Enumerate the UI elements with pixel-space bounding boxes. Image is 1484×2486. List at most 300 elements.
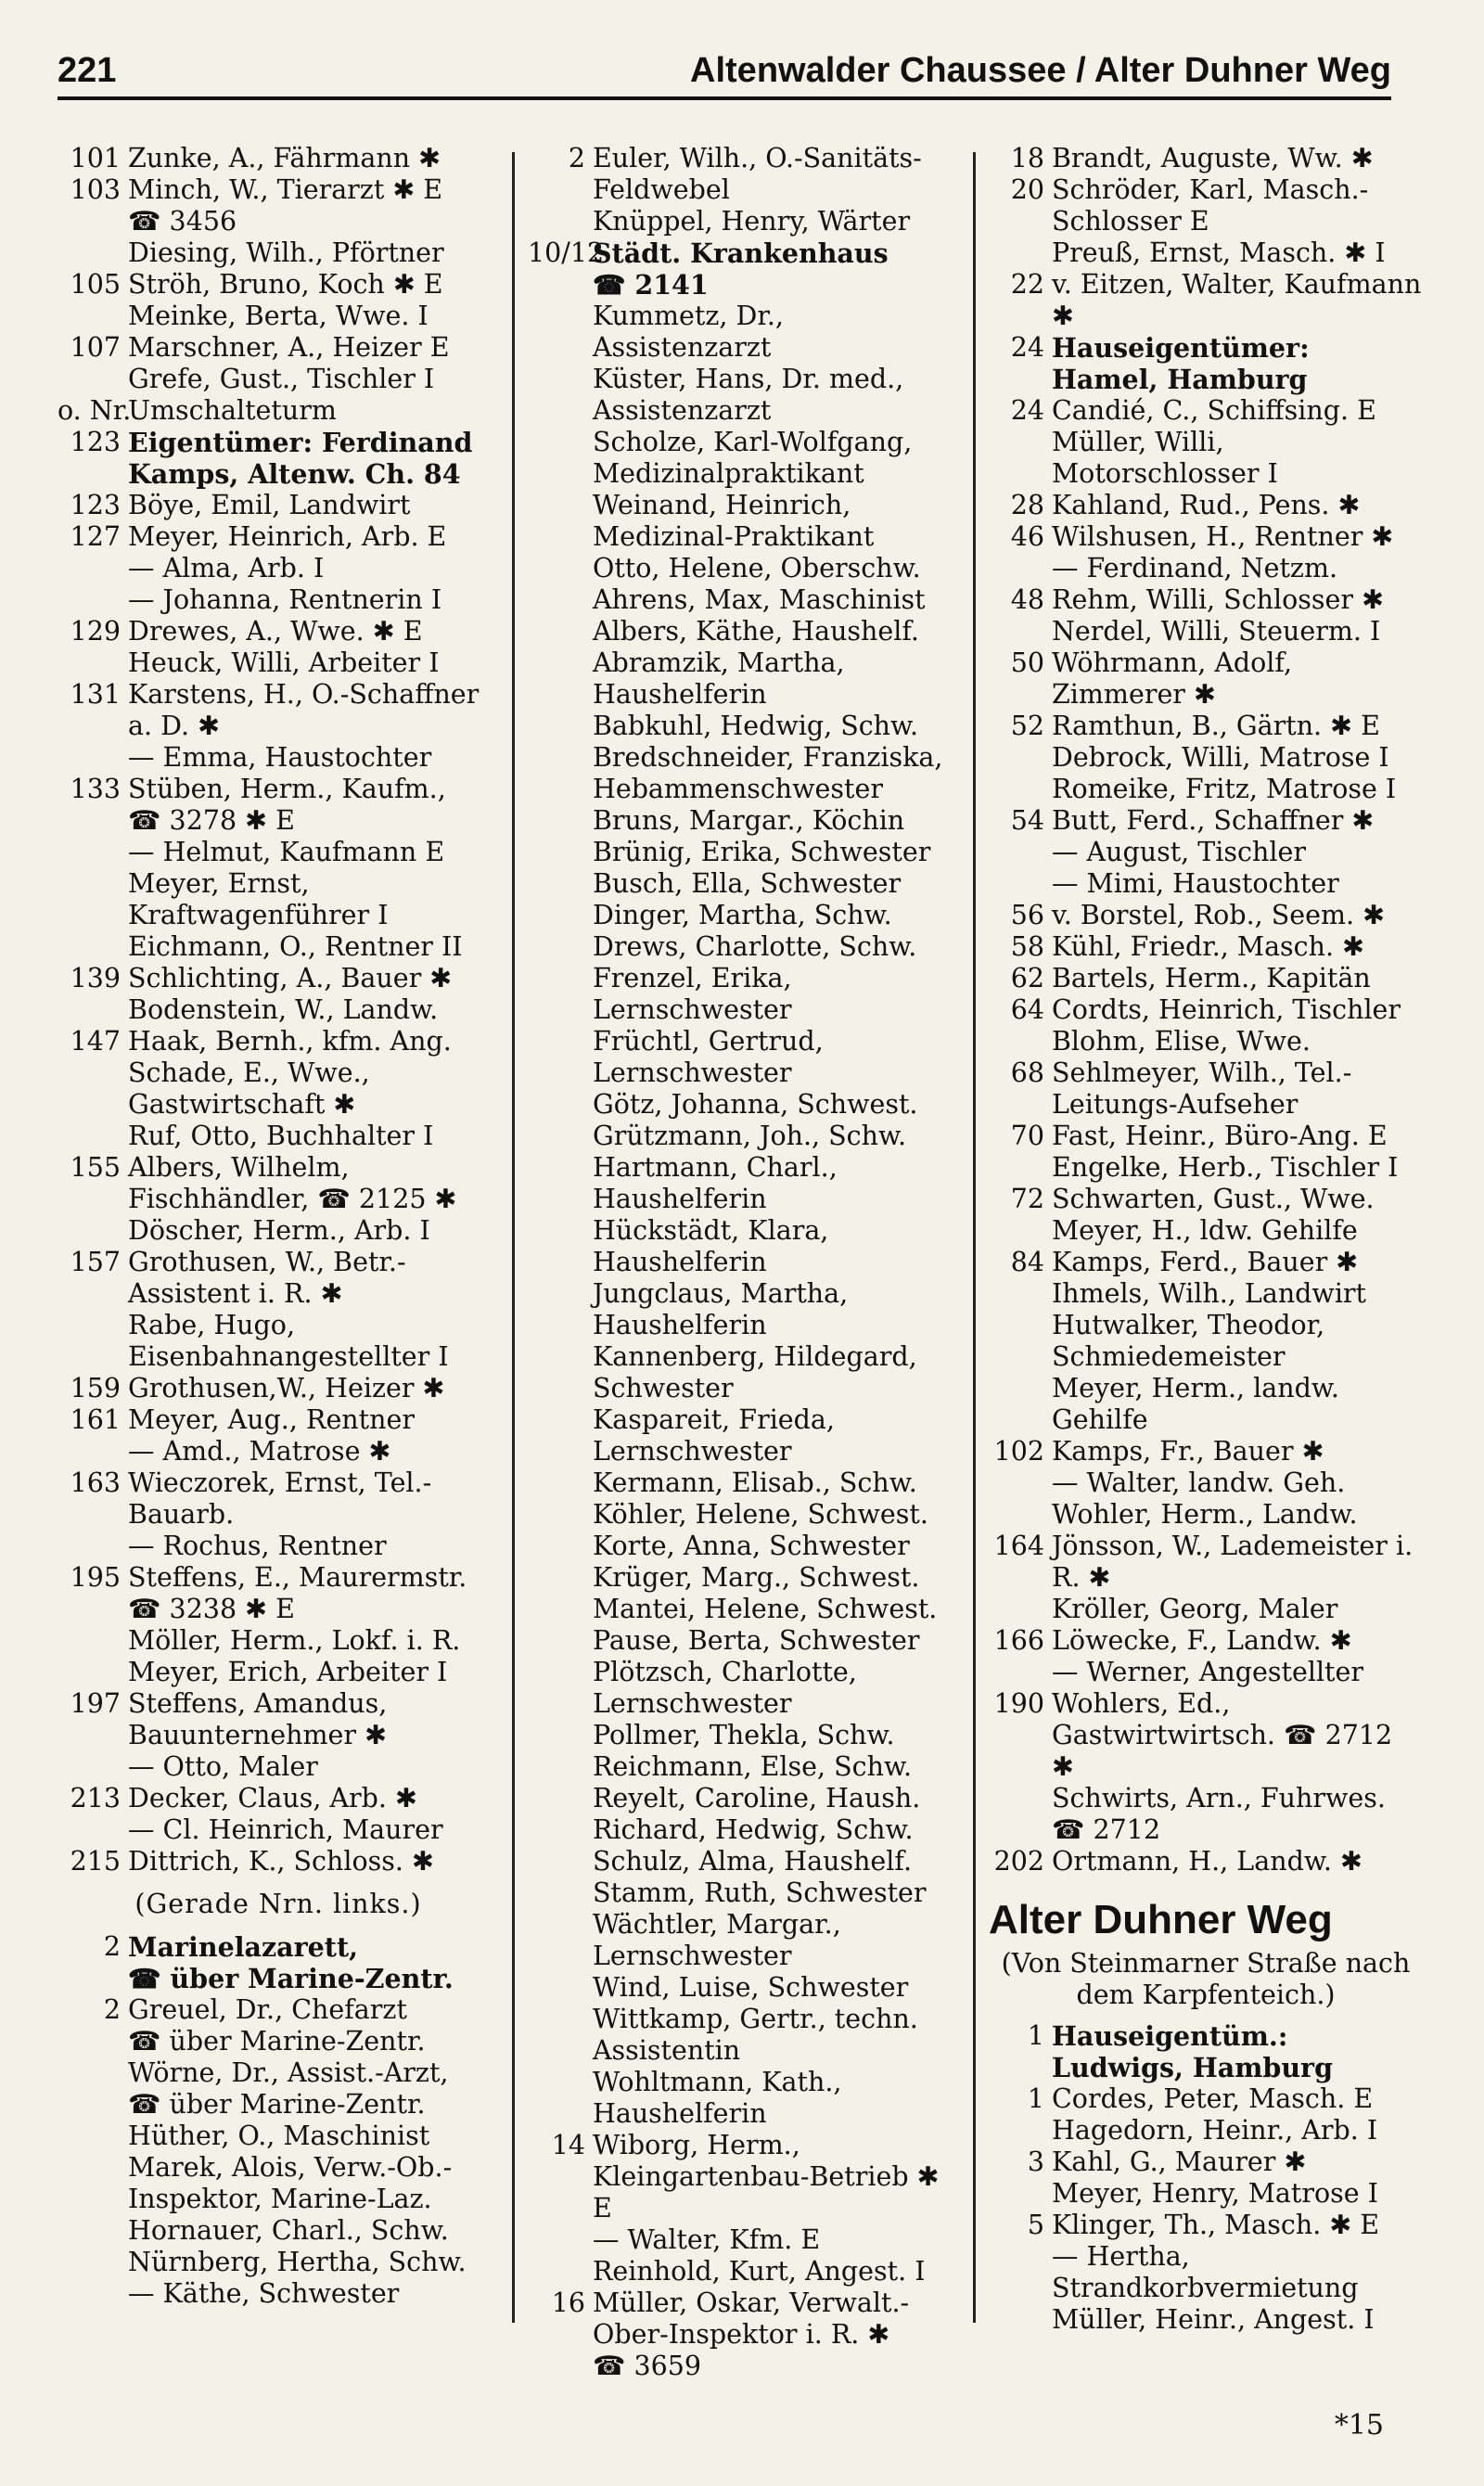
directory-entry (528, 2004, 960, 2067)
directory-entry (528, 837, 960, 868)
directory-entry (58, 1688, 499, 1783)
resident-text: Eigentümer: Ferdinand Kamps, Altenw. Ch. 84 (128, 427, 473, 490)
directory-entry (989, 2146, 1423, 2178)
resident-text: Dittrich, K., Schloss. ✱ (128, 1846, 434, 1877)
directory-entry (528, 931, 960, 963)
house-number: 72 (1010, 1184, 1044, 1214)
directory-entry (528, 206, 960, 237)
house-number: 2 (103, 1931, 121, 1962)
directory-entry (989, 1594, 1423, 1625)
directory-entry (58, 1657, 499, 1688)
resident-text: Müller, Oskar, Verwalt.-Ober-Inspektor i. R. ✱ ☎ 3659 (592, 2287, 910, 2381)
house-number: 1 (1027, 2083, 1044, 2114)
house-number: 70 (1010, 1121, 1044, 1151)
directory-entry (58, 868, 499, 931)
resident-text: Blohm, Elise, Wwe. (1051, 1026, 1311, 1057)
house-number: 56 (1010, 900, 1044, 930)
house-number: 28 (1010, 490, 1044, 520)
directory-entry (989, 490, 1423, 521)
resident-text: Müller, Heinr., Angest. I (1051, 2304, 1375, 2335)
directory-entry (989, 1121, 1423, 1152)
resident-text: Wiborg, Herm., Kleingartenbau-Betrieb ✱ E — Walter, Kfm. E (592, 2130, 940, 2255)
directory-entry (58, 2215, 499, 2247)
directory-entry (528, 1531, 960, 1562)
directory-entry (989, 2083, 1423, 2115)
resident-text: Butt, Ferd., Schaffner ✱ — August, Tischler — Mimi, Haustochter (1051, 805, 1375, 899)
directory-entry (989, 900, 1423, 931)
house-number: 46 (1010, 521, 1044, 552)
directory-entry (989, 1373, 1423, 1436)
directory-entry (58, 1247, 499, 1310)
resident-text: Dinger, Martha, Schw. (592, 900, 892, 930)
directory-entry (58, 1783, 499, 1846)
directory-entry (528, 2287, 960, 2382)
directory-entry (528, 1121, 960, 1152)
directory-entry (989, 1531, 1423, 1594)
house-number: 62 (1010, 963, 1044, 993)
resident-text: Hauseigentümer: Hamel, Hamburg (1051, 332, 1310, 395)
resident-text: Kannenberg, Hildegard, Schwester (592, 1341, 917, 1403)
directory-entry (528, 647, 960, 711)
resident-text: Ortmann, H., Landw. ✱ (1051, 1846, 1362, 1877)
directory-entry (528, 1499, 960, 1531)
directory-entry (989, 742, 1423, 774)
directory-entry (58, 1846, 499, 1877)
resident-text: Babkuhl, Hedwig, Schw. (592, 711, 919, 741)
resident-text: Meyer, Aug., Rentner — Amd., Matrose ✱ (128, 1404, 415, 1467)
resident-text: Albers, Käthe, Haushelf. (592, 616, 919, 647)
resident-text: Wohlers, Ed., Gastwirtwirtsch. ☎ 2712 ✱ (1051, 1688, 1393, 1782)
directory-entry (528, 805, 960, 837)
house-number: 103 (70, 174, 121, 205)
resident-text: Pause, Berta, Schwester (592, 1625, 920, 1656)
resident-text: Meinke, Berta, Wwe. I (128, 301, 429, 331)
house-number: 10/12 (527, 237, 605, 268)
page-title: Altenwalder Chaussee / Alter Duhner Weg (690, 51, 1391, 90)
resident-text: Hüther, O., Maschinist (128, 2121, 430, 2151)
directory-entry (58, 2247, 499, 2310)
resident-text: Schade, E., Wwe., Gastwirtschaft ✱ (128, 1057, 370, 1120)
resident-text: Ruf, Otto, Buchhalter I (128, 1121, 434, 1151)
directory-entry (58, 1931, 499, 1994)
house-number: 215 (70, 1846, 121, 1877)
house-number: 101 (70, 143, 121, 173)
resident-text: Reinhold, Kurt, Angest. I (592, 2256, 926, 2287)
resident-text: Grothusen,W., Heizer ✱ (128, 1373, 445, 1403)
directory-entry (989, 647, 1423, 711)
resident-text: Brünig, Erika, Schwester (592, 837, 931, 867)
resident-text: Diesing, Wilh., Pförtner (128, 237, 444, 268)
directory-entry (989, 1247, 1423, 1278)
house-number: 16 (551, 2287, 585, 2318)
resident-text: Engelke, Herb., Tischler I (1051, 1152, 1399, 1183)
house-number: 127 (70, 521, 121, 552)
directory-entry (989, 1026, 1423, 1057)
house-number: 20 (1010, 174, 1044, 205)
directory-entry (58, 1625, 499, 1657)
house-number: 102 (993, 1436, 1044, 1467)
resident-text: Hartmann, Charl., Haushelferin (592, 1152, 838, 1214)
house-number: 1 (1027, 2020, 1044, 2051)
house-number: 133 (70, 774, 121, 804)
directory-entry (528, 301, 960, 364)
house-number: 159 (70, 1373, 121, 1403)
resident-text: Bredschneider, Franziska, Hebammenschwester (592, 742, 943, 804)
directory-entry (58, 490, 499, 521)
directory-entry (528, 143, 960, 206)
directory-entry (528, 1562, 960, 1594)
resident-text: Nürnberg, Hertha, Schw. — Käthe, Schwester (128, 2247, 467, 2309)
directory-entry (989, 1436, 1423, 1499)
column-1 (58, 143, 512, 2388)
house-number: 50 (1010, 647, 1044, 678)
resident-text: Kühl, Friedr., Masch. ✱ (1051, 931, 1365, 962)
house-number: 123 (70, 490, 121, 520)
house-number: 123 (70, 427, 121, 457)
directory-entry (58, 1152, 499, 1215)
directory-entry (528, 742, 960, 805)
house-number: 155 (70, 1152, 121, 1183)
house-number: 107 (70, 332, 121, 363)
house-number: 22 (1010, 269, 1044, 300)
house-number: 54 (1010, 805, 1044, 836)
resident-text: Weinand, Heinrich, Medizinal-Praktikant (592, 490, 875, 552)
directory-entry (58, 301, 499, 332)
directory-entry (58, 1215, 499, 1247)
directory-entry (528, 1467, 960, 1499)
resident-text: Rabe, Hugo, Eisenbahnangestellter I (128, 1310, 449, 1372)
section-description: (Von Steinmarner Straße nach dem Karpfenteich.) (1001, 1948, 1411, 2010)
resident-text: Reyelt, Caroline, Haush. (592, 1783, 921, 1813)
directory-entry (989, 2304, 1423, 2336)
house-number: 24 (1010, 395, 1044, 426)
directory-entry (58, 679, 499, 774)
house-number: 147 (70, 1026, 121, 1057)
house-number: 202 (993, 1846, 1044, 1877)
resident-text: Kahland, Rud., Pens. ✱ (1051, 490, 1361, 520)
resident-text: Wohltmann, Kath., Haushelferin (592, 2067, 842, 2129)
resident-text: Steffens, Amandus, Bauunternehmer ✱ — Otto, Maler (128, 1688, 388, 1782)
house-number: 14 (551, 2130, 585, 2160)
resident-text: Köhler, Helene, Schwest. (592, 1499, 928, 1530)
directory-entry (58, 2121, 499, 2152)
house-number: 84 (1010, 1247, 1044, 1277)
resident-text: Wöhrmann, Adolf, Zimmerer ✱ (1051, 647, 1293, 710)
directory-entry (58, 1310, 499, 1373)
resident-text: Eichmann, O., Rentner II (128, 931, 463, 962)
resident-text: Korte, Anna, Schwester (592, 1531, 910, 1561)
resident-text: Wohler, Herm., Landw. (1051, 1499, 1358, 1530)
section-note: (Gerade Nrn. links.) (134, 1889, 422, 1919)
directory-entry (58, 1057, 499, 1121)
house-number: o. Nr. (58, 395, 132, 426)
house-number: 157 (70, 1247, 121, 1277)
resident-text: Decker, Claus, Arb. ✱ — Cl. Heinrich, Maurer (128, 1783, 443, 1845)
resident-text: Städt. Krankenhaus ☎ 2141 (592, 237, 889, 301)
house-number: 131 (70, 679, 121, 710)
resident-text: Drewes, A., Wwe. ✱ E (128, 616, 423, 647)
directory-entry (528, 2130, 960, 2256)
house-number: 139 (70, 963, 121, 993)
directory-entry (58, 774, 499, 868)
resident-text: Ihmels, Wilh., Landwirt (1051, 1278, 1367, 1309)
resident-text: Debrock, Willi, Matrose I (1051, 742, 1389, 773)
house-number: 2 (103, 1994, 121, 2025)
directory-entry (528, 237, 960, 301)
resident-text: Wilshusen, H., Rentner ✱ — Ferdinand, Netzm. (1051, 521, 1394, 583)
resident-text: Wieczorek, Ernst, Tel.-Bauarb. — Rochus, Rentner (128, 1467, 432, 1561)
directory-entry (989, 774, 1423, 805)
resident-text: Haak, Bernh., kfm. Ang. (128, 1026, 452, 1057)
directory-entry (528, 553, 960, 584)
resident-text: Minch, W., Tierarzt ✱ E ☎ 3456 (128, 174, 443, 237)
house-number: 48 (1010, 584, 1044, 615)
resident-text: Meyer, Erich, Arbeiter I (128, 1657, 448, 1687)
directory-entry (58, 963, 499, 994)
resident-text: Rehm, Willi, Schlosser ✱ (1051, 584, 1384, 615)
resident-text: Albers, Wilhelm, Fischhändler, ☎ 2125 ✱ (128, 1152, 457, 1214)
resident-text: Klinger, Th., Masch. ✱ E — Hertha, Strandkorbvermietung (1051, 2210, 1380, 2303)
directory-entry (528, 1657, 960, 1720)
directory-entry (989, 1499, 1423, 1531)
resident-text: Meyer, H., ldw. Gehilfe (1051, 1215, 1358, 1246)
resident-text: Hutwalker, Theodor, Schmiedemeister (1051, 1310, 1325, 1372)
directory-entry (528, 2067, 960, 2130)
directory-entry (989, 427, 1423, 490)
directory-entry (528, 1594, 960, 1625)
directory-entry (989, 1278, 1423, 1310)
directory-entry (528, 1720, 960, 1751)
house-number: 195 (70, 1562, 121, 1593)
directory-entry (528, 868, 960, 900)
house-number: 105 (70, 269, 121, 300)
directory-entry (989, 616, 1423, 647)
resident-text: Schlichting, A., Bauer ✱ (128, 963, 453, 993)
directory-entry (989, 1310, 1423, 1373)
directory-entry (58, 931, 499, 963)
resident-text: Abramzik, Martha, Haushelferin (592, 647, 845, 710)
house-number: 213 (70, 1783, 121, 1813)
resident-text: Sehlmeyer, Wilh., Tel.-Leitungs-Aufseher (1051, 1057, 1352, 1120)
entry-list (528, 143, 960, 2382)
directory-entry (528, 616, 960, 647)
directory-entry (528, 584, 960, 616)
resident-text: Bodenstein, W., Landw. (128, 994, 439, 1025)
resident-text: Wittkamp, Gertr., techn. Assistentin (592, 2004, 918, 2066)
directory-entry (528, 963, 960, 1026)
resident-text: Kröller, Georg, Maler (1051, 1594, 1338, 1624)
resident-text: Reichmann, Else, Schw. (592, 1751, 913, 1782)
page-header (58, 35, 1391, 100)
directory-entry (989, 711, 1423, 742)
house-number: 18 (1010, 143, 1044, 173)
resident-text: Jönsson, W., Lademeister i. R. ✱ (1051, 1531, 1414, 1593)
directory-entry (528, 1972, 960, 2004)
resident-text: Jungclaus, Martha, Haushelferin (592, 1278, 849, 1340)
directory-entry (528, 1341, 960, 1404)
directory-entry (528, 1215, 960, 1278)
resident-text: Ströh, Bruno, Koch ✱ E (128, 269, 443, 300)
resident-text: Ramthun, B., Gärtn. ✱ E (1051, 711, 1380, 741)
resident-text: Grefe, Gust., Tischler I (128, 364, 435, 394)
directory-entry (528, 711, 960, 742)
resident-text: Umschalteturm (128, 395, 337, 426)
resident-text: Böye, Emil, Landwirt (128, 490, 411, 520)
house-number: 68 (1010, 1057, 1044, 1088)
directory-entry (989, 963, 1423, 994)
page-number: 221 (58, 51, 117, 90)
directory-entry (528, 490, 960, 553)
resident-text: Kaspareit, Frieda, Lernschwester (592, 1404, 835, 1467)
resident-text: Stamm, Ruth, Schwester (592, 1877, 927, 1908)
resident-text: Drews, Charlotte, Schw. (592, 931, 917, 962)
directory-entry (989, 174, 1423, 237)
house-number: 129 (70, 616, 121, 647)
directory-entry (58, 521, 499, 616)
resident-text: Marinelazarett, ☎ über Marine-Zentr. (128, 1931, 454, 1994)
resident-text: Hauseigentüm.: Ludwigs, Hamburg (1051, 2020, 1333, 2083)
directory-entry (989, 1057, 1423, 1121)
house-number: 2 (568, 143, 585, 173)
directory-entry (58, 143, 499, 174)
directory-entry (528, 1089, 960, 1121)
house-number: 166 (993, 1625, 1044, 1656)
resident-text: Nerdel, Willi, Steuerm. I (1051, 616, 1381, 647)
resident-text: Karstens, H., O.-Schaffner a. D. ✱ — Emma, Haustochter (128, 679, 480, 773)
house-number: 5 (1027, 2210, 1044, 2240)
directory-entry (989, 1625, 1423, 1688)
directory-entry (989, 143, 1423, 174)
resident-text: Kummetz, Dr., Assistenzarzt (592, 301, 784, 363)
resident-text: Küster, Hans, Dr. med., Assistenzarzt (592, 364, 904, 426)
directory-entry (58, 427, 499, 490)
directory-entry (989, 1846, 1423, 1877)
directory-entry (58, 1026, 499, 1057)
resident-text: Fast, Heinr., Büro-Ang. E (1051, 1121, 1388, 1151)
house-number: 163 (70, 1467, 121, 1498)
resident-text: Döscher, Herm., Arb. I (128, 1215, 430, 1246)
directory-entry (58, 237, 499, 269)
column-2 (515, 143, 973, 2388)
directory-entry (989, 1688, 1423, 1783)
directory-entry (989, 332, 1423, 395)
resident-text: v. Eitzen, Walter, Kaufmann ✱ (1051, 269, 1422, 331)
resident-text: Hornauer, Charl., Schw. (128, 2215, 449, 2246)
resident-text: Greuel, Dr., Chefarzt ☎ über Marine-Zentr. (128, 1994, 426, 2057)
directory-entry (58, 1467, 499, 1562)
resident-text: Plötzsch, Charlotte, Lernschwester (592, 1657, 857, 1719)
resident-text: Knüppel, Henry, Wärter (592, 206, 911, 237)
resident-text: Meyer, Heinrich, Arb. E — Alma, Arb. I — Johanna, Rentnerin I (128, 521, 447, 615)
resident-text: Bartels, Herm., Kapitän (1051, 963, 1371, 993)
directory-entry (58, 1562, 499, 1625)
directory-entry (528, 364, 960, 427)
resident-text: Krüger, Marg., Schwest. (592, 1562, 920, 1593)
house-number: 197 (70, 1688, 121, 1719)
resident-text: Steffens, E., Maurermstr. ☎ 3238 ✱ E (128, 1562, 467, 1624)
resident-text: Möller, Herm., Lokf. i. R. (128, 1625, 461, 1656)
entry-list (58, 1931, 499, 2310)
resident-text: Müller, Willi, Motorschlosser I (1051, 427, 1278, 489)
directory-entry (989, 994, 1423, 1026)
resident-text: Wörne, Dr., Assist.-Arzt, ☎ über Marine-Zentr. (128, 2057, 449, 2120)
directory-entry (989, 1215, 1423, 1247)
resident-text: Mantei, Helene, Schwest. (592, 1594, 938, 1624)
directory-entry (528, 1783, 960, 1814)
resident-text: Schwarten, Gust., Wwe. (1051, 1184, 1375, 1214)
directory-entry (989, 2178, 1423, 2210)
resident-text: Kermann, Elisab., Schw. (592, 1467, 917, 1498)
directory-entry (58, 174, 499, 237)
directory-entry (58, 332, 499, 364)
resident-text: Pollmer, Thekla, Schw. (592, 1720, 895, 1750)
resident-text: Otto, Helene, Oberschw. (592, 553, 921, 583)
house-number: 164 (993, 1531, 1044, 1561)
entry-list (989, 143, 1423, 1877)
directory-entry (528, 1152, 960, 1215)
resident-text: Früchtl, Gertrud, Lernschwester (592, 1026, 824, 1088)
resident-text: Brandt, Auguste, Ww. ✱ (1051, 143, 1374, 173)
directory-entry (989, 521, 1423, 584)
column-3 (976, 143, 1423, 2388)
entry-list (58, 143, 499, 1877)
directory-entry (528, 1814, 960, 1846)
resident-text: Scholze, Karl-Wolfgang, Medizinalpraktikant (592, 427, 913, 489)
house-number: 24 (1010, 332, 1044, 363)
resident-text: Hagedorn, Heinr., Arb. I (1051, 2115, 1378, 2146)
directory-entry (58, 1404, 499, 1467)
directory-entry (58, 364, 499, 395)
resident-text: Euler, Wilh., O.-Sanitäts-Feldwebel (592, 143, 922, 205)
section-heading: Alter Duhner Weg (988, 1897, 1333, 1942)
resident-text: Hückstädt, Klara, Haushelferin (592, 1215, 829, 1277)
directory-entry (58, 2057, 499, 2121)
directory-entry (528, 1909, 960, 1972)
directory-entry (989, 269, 1423, 332)
resident-text: Heuck, Willi, Arbeiter I (128, 647, 440, 678)
resident-text: Zunke, A., Fährmann ✱ (128, 143, 441, 173)
directory-entry (989, 1184, 1423, 1215)
directory-entry (989, 1152, 1423, 1184)
resident-text: Marschner, A., Heizer E (128, 332, 450, 363)
resident-text: Kamps, Fr., Bauer ✱ — Walter, landw. Geh. (1051, 1436, 1346, 1498)
house-number: 58 (1010, 931, 1044, 962)
resident-text: Cordes, Peter, Masch. E (1051, 2083, 1374, 2114)
resident-text: Meyer, Ernst, Kraftwagenführer I (128, 868, 389, 930)
resident-text: Meyer, Herm., landw. Gehilfe (1051, 1373, 1339, 1435)
directory-entry (989, 2210, 1423, 2304)
resident-text: Schulz, Alma, Haushelf. (592, 1846, 913, 1877)
directory-entry (528, 1026, 960, 1089)
directory-entry (58, 1373, 499, 1404)
directory-entry (528, 900, 960, 931)
entry-list (989, 2020, 1423, 2336)
resident-text: Candié, C., Schiffsing. E (1051, 395, 1376, 426)
directory-entry (58, 395, 499, 427)
directory-entry (58, 994, 499, 1026)
directory-entry (989, 1783, 1423, 1846)
directory-entry (989, 2020, 1423, 2083)
resident-text: Bruns, Margar., Köchin (592, 805, 905, 836)
house-number: 190 (993, 1688, 1044, 1719)
resident-text: Löwecke, F., Landw. ✱ — Werner, Angestellter (1051, 1625, 1364, 1687)
page-footer-mark: *15 (1334, 2409, 1384, 2441)
resident-text: Kahl, G., Maurer ✱ (1051, 2146, 1307, 2177)
house-number: 52 (1010, 711, 1044, 741)
directory-entry (528, 1278, 960, 1341)
directory-entry (989, 2115, 1423, 2146)
directory-entry (58, 2152, 499, 2215)
